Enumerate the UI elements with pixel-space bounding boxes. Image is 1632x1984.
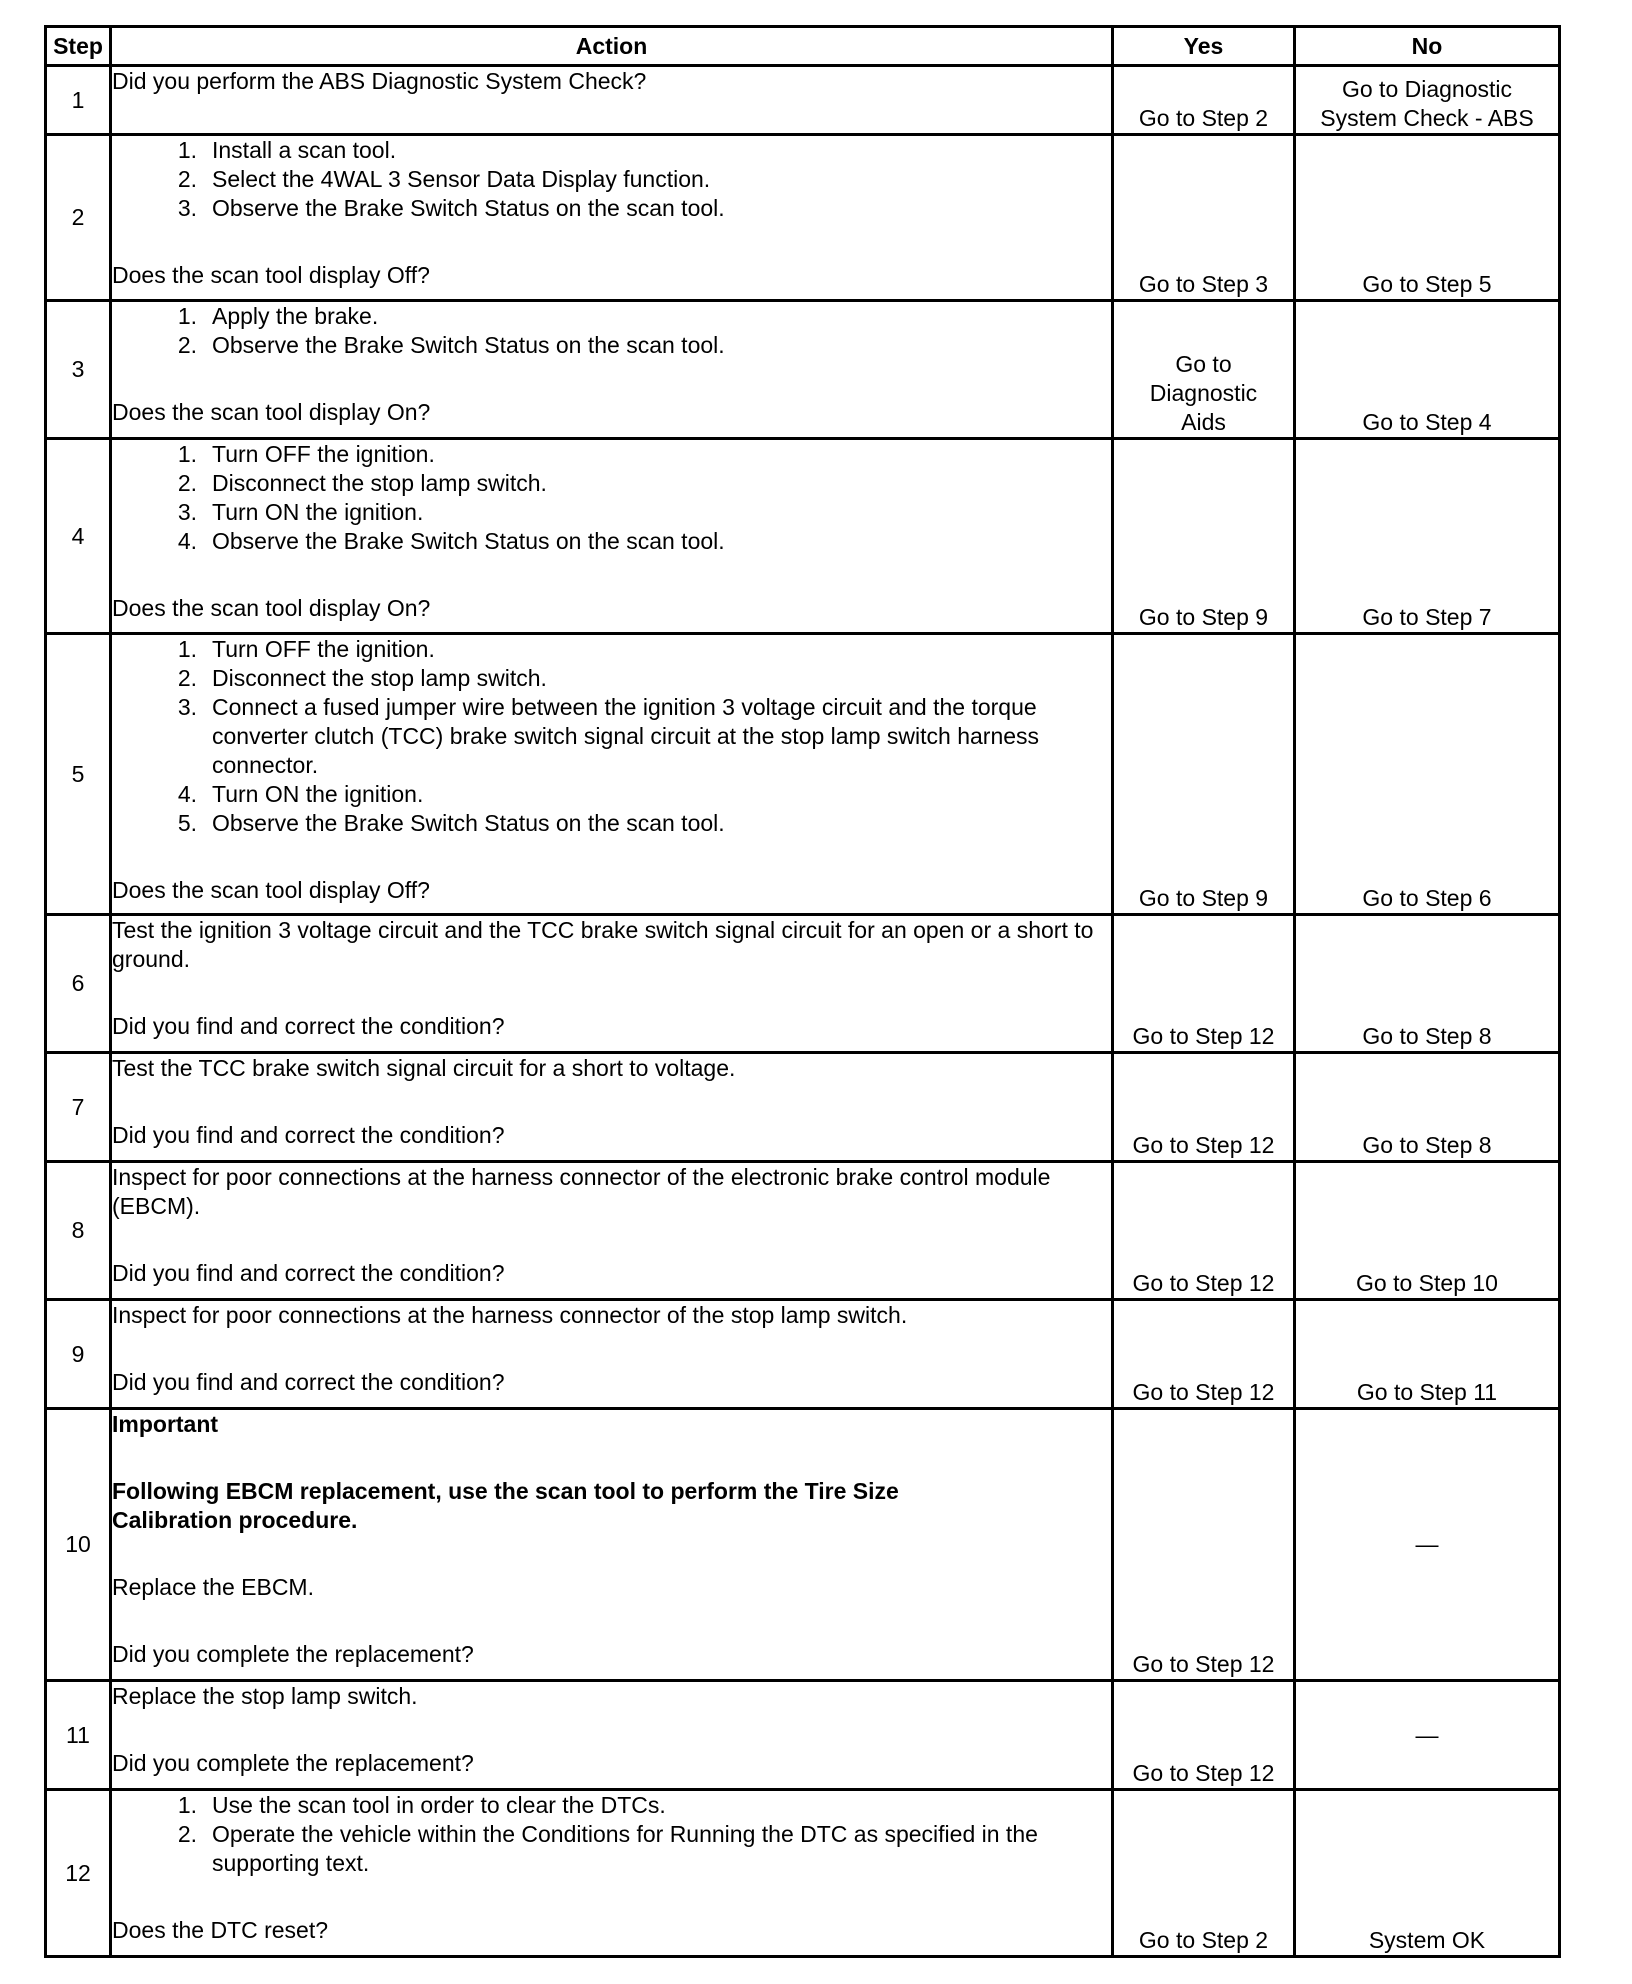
list-item: 1. Turn OFF the ignition. [177,636,435,662]
question: Does the scan tool display On? [112,595,431,621]
question: Did you complete the replacement? [112,1641,474,1667]
no-link[interactable]: Go to Step 10 [1295,1162,1560,1300]
table-row [46,439,1560,634]
table-row [46,1053,1560,1162]
step-number: 11 [46,1681,111,1790]
step-number: 5 [46,634,111,915]
action-cell [111,439,1113,634]
action-cell [111,634,1113,915]
list-item: 1. Apply the brake. [177,303,379,329]
question: Did you find and correct the condition? [112,1260,505,1286]
yes-line: Go to [1175,351,1232,377]
yes-link[interactable]: Go to Step 12 [1113,1409,1295,1681]
table-row [46,66,1560,135]
yes-link[interactable]: Go to Step 2 [1113,66,1295,135]
list-item: 2. Select the 4WAL 3 Sensor Data Display function. [177,166,711,192]
question: Does the DTC reset? [112,1917,329,1943]
yes-link[interactable]: Go to Step 2 [1113,1790,1295,1957]
instruction-text: Test the ignition 3 voltage circuit and the TCC brake switch signal circuit for an open or a short to ground. [112,917,1094,972]
instruction-text: Test the TCC brake switch signal circuit for a short to voltage. [112,1055,736,1081]
step-number: 8 [46,1162,111,1300]
action-cell [111,1790,1113,1957]
no-link[interactable]: Go to Step 8 [1295,1053,1560,1162]
instruction-text: Replace the EBCM. [112,1574,314,1600]
instruction-text: Inspect for poor connections at the harness connector of the stop lamp switch. [112,1302,908,1328]
list-item: 2. Disconnect the stop lamp switch. [177,470,547,496]
action-cell [111,301,1113,439]
question: Did you find and correct the condition? [112,1013,505,1039]
instruction-text: Replace the stop lamp switch. [112,1683,418,1709]
yes-link[interactable] [1113,301,1295,439]
no-link[interactable]: Go to Step 8 [1295,915,1560,1053]
instruction-list [112,136,1111,223]
header-step: Step [46,27,111,66]
list-item: 4. Observe the Brake Switch Status on the scan tool. [177,528,725,554]
list-item: 2. Operate the vehicle within the Conditions for Running the DTC as specified in the supporting text. [177,1821,1038,1876]
yes-link[interactable]: Go to Step 12 [1113,1053,1295,1162]
header-action: Action [111,27,1113,66]
step-number: 9 [46,1300,111,1409]
question: Did you complete the replacement? [112,1750,474,1776]
no-line: Go to Diagnostic [1341,76,1513,102]
step-number: 12 [46,1790,111,1957]
instruction-list [112,440,1111,556]
question: Does the scan tool display Off? [112,262,430,288]
no-link[interactable]: Go to Step 6 [1295,634,1560,915]
no-link[interactable]: Go to Step 5 [1295,135,1560,301]
action-cell [111,915,1113,1053]
header-yes: Yes [1113,27,1295,66]
important-note: Following EBCM replacement, use the scan tool to perform the Tire Size Calibration procedure. [112,1478,899,1533]
list-item: 1. Install a scan tool. [177,137,397,163]
table-row [46,1162,1560,1300]
list-item: 2. Observe the Brake Switch Status on the scan tool. [177,332,725,358]
no-line: System Check - ABS [1320,105,1534,131]
question: Did you find and correct the condition? [112,1122,505,1148]
step-number: 3 [46,301,111,439]
table-row [46,1681,1560,1790]
yes-link[interactable]: Go to Step 12 [1113,1300,1295,1409]
table-row [46,1790,1560,1957]
question: Does the scan tool display Off? [112,877,430,903]
no-link[interactable]: Go to Step 7 [1295,439,1560,634]
yes-link[interactable]: Go to Step 12 [1113,915,1295,1053]
action-cell [111,66,1113,135]
no-link: System OK [1295,1790,1560,1957]
instruction-list [112,635,1111,838]
action-cell [111,1409,1113,1681]
list-item: 3. Connect a fused jumper wire between the ignition 3 voltage circuit and the torque converter clutch (TCC) brake switch signal circuit at the stop lamp switch harness connector. [177,694,1040,778]
yes-link[interactable]: Go to Step 12 [1113,1162,1295,1300]
step-number: 7 [46,1053,111,1162]
step-number: 10 [46,1409,111,1681]
action-cell [111,1053,1113,1162]
instruction-list [112,302,1111,360]
no-link[interactable]: Go to Step 4 [1295,301,1560,439]
list-item: 2. Disconnect the stop lamp switch. [177,665,547,691]
step-number: 4 [46,439,111,634]
table-row [46,301,1560,439]
list-item: 1. Use the scan tool in order to clear the DTCs. [177,1792,666,1818]
header-no: No [1295,27,1560,66]
action-cell [111,1681,1113,1790]
no-link[interactable]: Go to Step 11 [1295,1300,1560,1409]
no-link[interactable] [1295,66,1560,135]
action-cell [111,1162,1113,1300]
action-cell [111,135,1113,301]
list-item: 5. Observe the Brake Switch Status on the scan tool. [177,810,725,836]
table-row [46,1409,1560,1681]
step-number: 1 [46,66,111,135]
yes-line: Aids [1181,409,1226,435]
instruction-list [112,1791,1111,1878]
table-row [46,634,1560,915]
table-row [46,1300,1560,1409]
list-item: 4. Turn ON the ignition. [177,781,424,807]
list-item: 3. Observe the Brake Switch Status on the scan tool. [177,195,725,221]
no-link: — [1295,1681,1560,1790]
list-item: 3. Turn ON the ignition. [177,499,424,525]
step-number: 2 [46,135,111,301]
important-label: Important [112,1411,219,1437]
question: Did you find and correct the condition? [112,1369,505,1395]
yes-link[interactable]: Go to Step 3 [1113,135,1295,301]
yes-link[interactable]: Go to Step 12 [1113,1681,1295,1790]
step-number: 6 [46,915,111,1053]
question: Did you perform the ABS Diagnostic System Check? [112,68,647,94]
list-item: 1. Turn OFF the ignition. [177,441,435,467]
no-link: — [1295,1409,1560,1681]
diagnostic-table [44,25,1561,1958]
table-row [46,915,1560,1053]
table-row [46,135,1560,301]
question: Does the scan tool display On? [112,399,431,425]
action-cell [111,1300,1113,1409]
instruction-text: Inspect for poor connections at the harness connector of the electronic brake control module (EBCM). [112,1164,1051,1219]
yes-link[interactable]: Go to Step 9 [1113,439,1295,634]
yes-line: Diagnostic [1149,380,1258,406]
yes-link[interactable]: Go to Step 9 [1113,634,1295,915]
header-row [46,27,1560,66]
